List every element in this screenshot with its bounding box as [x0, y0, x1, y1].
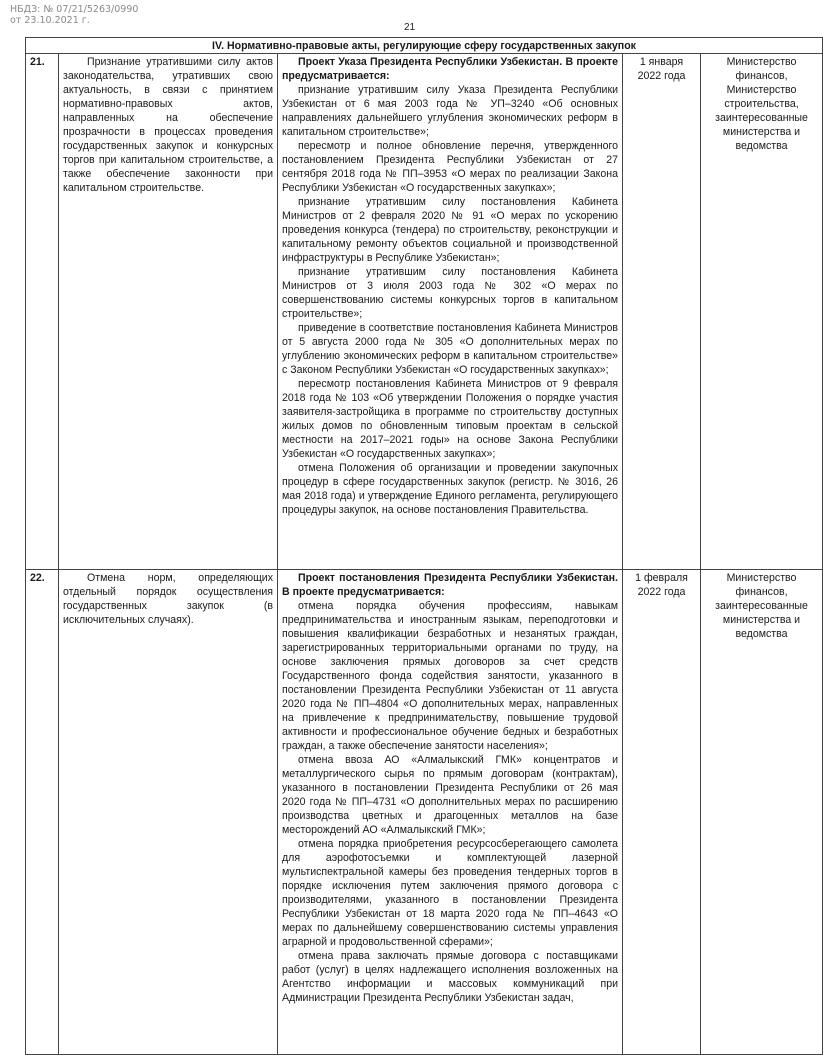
description-item: признание утратившим силу постановления Кабинета Министров от 3 июля 2003 года № 302 «О мерах по совершенствованию системы конкурсных торгов в капитальном строительстве»;	[282, 266, 618, 320]
description-item: признание утратившим силу постановления Кабинета Министров от 2 февраля 2020 № 91 «О мерах по ускорению проведения конкурса (тендера) по строительству, реконструкции и капитальному ремонту объектов социальной и производственной инфраструктуры в Республике Узбекистан»;	[282, 196, 618, 264]
measures-table	[25, 37, 823, 1055]
measure-title: Признание утратившими силу актов законодательства, утративших свою актуальность, в связи с принятием нормативно-правовых актов, направленных на обеспечение прозрачности в процессах проведения государственных закупок и конкурсных торгов при капитальном строительстве, а также обеспечение законности при капитальном строительстве.	[59, 54, 278, 570]
description-item: отмена Положения об организации и проведении закупочных процедур в сфере государственных закупок (регистр. № 3016, 26 мая 2018 года) и утверждение Единого регламента, регулирующего процедуры закупок, на основе постановления Правительства.	[282, 462, 618, 516]
table-row	[26, 570, 823, 1055]
description-lead: Проект постановления Президента Республики Узбекистан. В проекте предусматривается:	[282, 572, 618, 598]
measure-title: Отмена норм, определяющих отдельный порядок осуществления государственных закупок (в исключительных случаях).	[59, 570, 278, 1055]
row-number: 21.	[26, 54, 59, 570]
description-item: признание утратившим силу Указа Президента Республики Узбекистан от 6 мая 2003 года № УП–3240 «Об основных направлениях дальнейшего углубления экономических реформ в капитальном строительстве»;	[282, 84, 618, 138]
deadline: 1 января 2022 года	[623, 54, 701, 570]
responsible-bodies: Министерство финансов, заинтересованные министерства и ведомства	[701, 570, 823, 1055]
responsible-bodies: Министерство финансов, Министерство строительства, заинтересованные министерства и ведомства	[701, 54, 823, 570]
page-number: 21	[404, 22, 416, 33]
deadline: 1 февраля 2022 года	[623, 570, 701, 1055]
measure-description	[278, 54, 623, 570]
description-item: отмена порядка приобретения ресурсосберегающего самолета для аэрофотосъемки и комплектующей лазерной мультиспектральной камеры без проведения тендерных торгов в порядке исключения путем заключения прямого договора с производителями, указанного в постановлении Президента Республики Узбекистан от 18 марта 2020 года № ПП–4643 «О мерах по дальнейшему совершенствованию системы управления аграрной и продовольственной сферами»;	[282, 838, 618, 948]
description-lead: Проект Указа Президента Республики Узбекистан. В проекте предусматривается:	[282, 56, 618, 82]
registration-stamp	[10, 4, 138, 26]
measure-description	[278, 570, 623, 1055]
stamp-date: от 23.10.2021 г.	[10, 15, 90, 26]
description-item: отмена порядка обучения профессиям, навыкам предпринимательства и иностранным языкам, переподготовки и повышения квалификации безработных и незанятых граждан, зарегистрированных территориальными органами по труду, на основе заключения прямых договоров за счет средств Государственного фонда содействия занятости, указанного в постановлении Президента Республики Узбекистан от 11 августа 2020 года № ПП–4804 «О дополнительных мерах, направленных на привлечение к предпринимательству, повышение трудовой активности и профессиональное обучение бедных и безработных граждан, а также обеспечение занятости населения»;	[282, 600, 618, 752]
description-item: пересмотр и полное обновление перечня, утвержденного постановлением Президента Республики Узбекистан от 27 сентября 2018 года № ПП–3953 «О мерах по реализации Закона Республики Узбекистан «О государственных закупках»;	[282, 140, 618, 194]
section-title: IV. Нормативно-правовые акты, регулирующие сферу государственных закупок	[26, 38, 823, 54]
row-number: 22.	[26, 570, 59, 1055]
description-item: пересмотр постановления Кабинета Министров от 9 февраля 2018 года № 103 «Об утверждении Положения о порядке участия заявителя-застройщика в программе по строительству доступных жилых домов по обновленным типовым проектам в сельской местности на 2017–2021 годы» на основе Закона Республики Узбекистан «О государственных закупках»;	[282, 378, 618, 460]
table-row	[26, 54, 823, 570]
section-header-row	[26, 38, 823, 54]
description-item: отмена права заключать прямые договора с поставщиками работ (услуг) в целях надлежащего исполнения возложенных на Агентство информации и массовых коммуникаций при Администрации Президента Республики Узбекистан задач,	[282, 950, 618, 1004]
description-item: приведение в соответствие постановления Кабинета Министров от 5 августа 2000 года № 305 «О дополнительных мерах по углублению экономических реформ в капитальном строительстве» с Законом Республики Узбекистан «О государственных закупках»;	[282, 322, 618, 376]
description-item: отмена ввоза АО «Алмалыкский ГМК» концентратов и металлургического сырья по прямым договорам (контрактам), указанного в постановлении Президента Республики от 26 мая 2020 года № ПП–4731 «О дополнительных мерах по расширению производства цветных и драгоценных металлов на базе месторождений АО «Алмалыкский ГМК»;	[282, 754, 618, 836]
stamp-registration-number: НБДЗ: № 07/21/5263/0990	[10, 4, 139, 15]
